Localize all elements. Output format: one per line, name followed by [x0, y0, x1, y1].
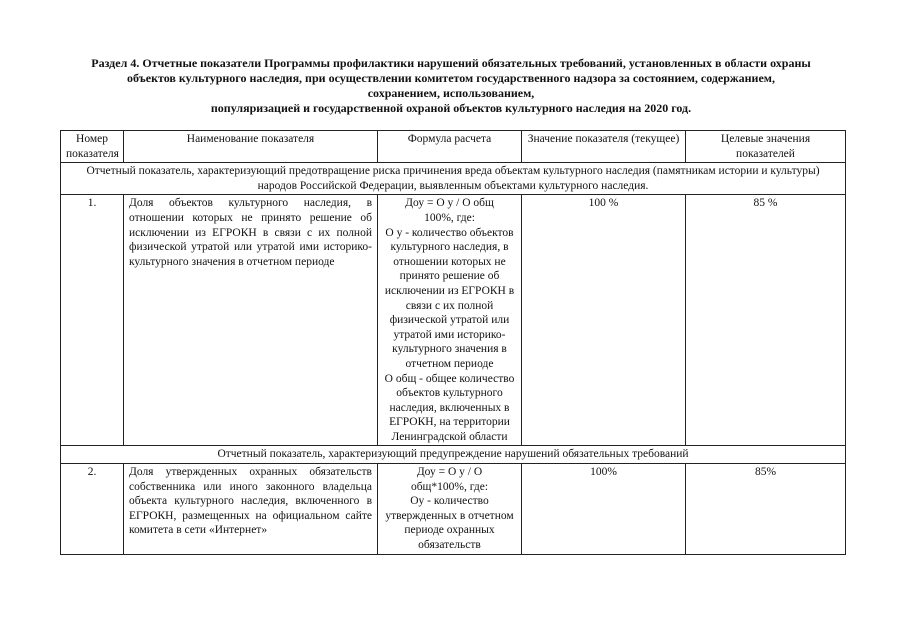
header-target-value: Целевые значения показателей — [686, 131, 846, 163]
page-title — [40, 56, 862, 116]
row-current-value: 100% — [522, 464, 686, 555]
formula-line: Доу = О у / О — [416, 466, 483, 479]
section-row — [61, 446, 846, 464]
row-target-value: 85% — [686, 464, 846, 555]
formula-line: 100%, где: — [424, 211, 475, 224]
row-number: 2. — [61, 464, 124, 555]
section-row — [61, 163, 846, 195]
table-header-row — [61, 131, 846, 163]
row-target-value: 85 % — [686, 195, 846, 446]
row-current-value: 100 % — [522, 195, 686, 446]
header-current-value: Значение показателя (текущее) — [522, 131, 686, 163]
row-name: Доля объектов культурного наследия, в отношении которых не принято решение об исключении из ЕГРОКН в связи с их полной физической утратой или утратой ими историко-культурного значения в отчетном периоде — [124, 195, 378, 446]
header-name: Наименование показателя — [124, 131, 378, 163]
row-name: Доля утвержденных охранных обязательств собственника или иного законного владельца объекта культурного наследия, включенного в ЕГРОКН, размещенных на официальном сайте комитета в сети «Интернет» — [124, 464, 378, 555]
table-row — [61, 195, 846, 446]
title-line: объектов культурного наследия, при осуществлении комитетом государственного надзора за состоянием, содержанием, — [127, 71, 775, 85]
formula-line: Оу - количество утвержденных в отчетном периоде охранных обязательств — [385, 495, 514, 552]
title-line: популяризацией и государственной охраной объектов культурного наследия на 2020 год. — [210, 101, 692, 115]
row-formula — [378, 195, 522, 446]
title-line: сохранением, использованием, — [367, 86, 535, 100]
formula-line: О у - количество объектов культурного наследия, в отношении которых не принято решение об исключении из ЕГРОКН в связи с их полной физической утратой или утратой ими историко-культурного значения в отчетном периоде — [384, 226, 515, 370]
formula-line: общ*100%, где: — [410, 480, 489, 493]
row-formula — [378, 464, 522, 555]
section-title: Отчетный показатель, характеризующий предупреждение нарушений обязательных требований — [61, 446, 846, 464]
header-formula: Формула расчета — [378, 131, 522, 163]
header-number: Номер показателя — [61, 131, 124, 163]
formula-line: О общ - общее количество объектов культурного наследия, включенных в ЕГРОКН, на территории Ленинградской области — [384, 372, 515, 443]
row-number: 1. — [61, 195, 124, 446]
indicators-table — [60, 130, 846, 555]
section-title: Отчетный показатель, характеризующий предотвращение риска причинения вреда объектам культурного наследия (памятникам истории и культуры) народов Российской Федерации, выявленным объектами культурного наследия. — [61, 163, 846, 195]
formula-line: Доу = О у / О общ — [405, 197, 494, 210]
title-line: Раздел 4. Отчетные показатели Программы профилактики нарушений обязательных требований, установленных в области охраны — [91, 56, 811, 70]
table-row — [61, 464, 846, 555]
